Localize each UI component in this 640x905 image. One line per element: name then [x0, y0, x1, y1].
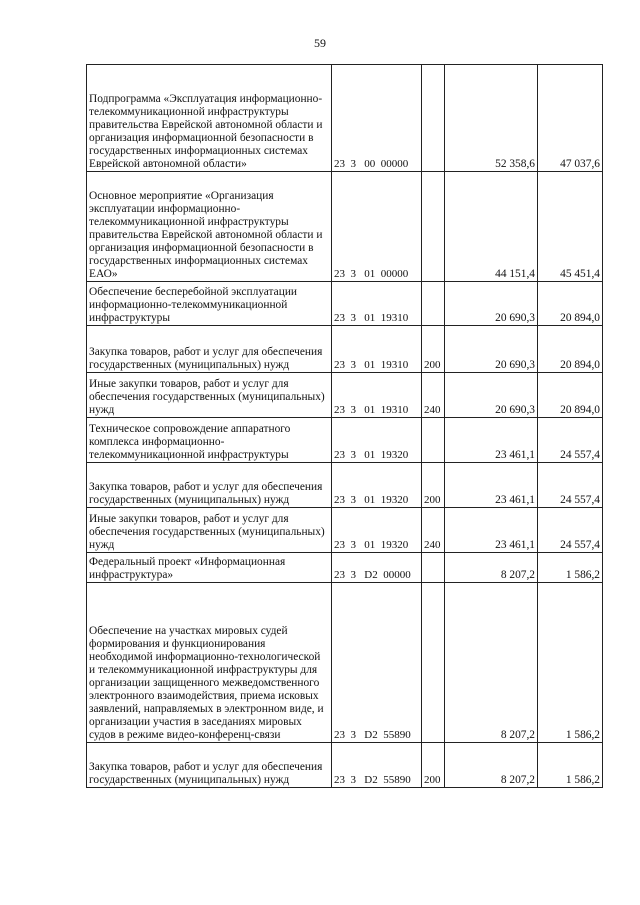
row-amount-2: 24 557,4 — [538, 508, 603, 553]
row-expense-type: 200 — [422, 463, 445, 508]
row-expense-type — [422, 282, 445, 326]
row-amount-1: 20 690,3 — [445, 282, 538, 326]
row-expense-type — [422, 65, 445, 172]
row-expense-type — [422, 418, 445, 463]
row-amount-1: 23 461,1 — [445, 418, 538, 463]
row-amount-2: 20 894,0 — [538, 326, 603, 373]
row-expense-type: 240 — [422, 508, 445, 553]
row-code: 23 3 00 00000 — [332, 65, 422, 172]
table-row — [87, 172, 603, 282]
row-expense-type: 200 — [422, 326, 445, 373]
row-name: Закупка товаров, работ и услуг для обеспечения государственных (муниципальных) нужд — [87, 743, 332, 788]
table-row — [87, 583, 603, 743]
row-name: Техническое сопровождение аппаратного комплекса информационно-телекоммуникационной инфраструктуры — [87, 418, 332, 463]
row-amount-1: 52 358,6 — [445, 65, 538, 172]
row-amount-2: 1 586,2 — [538, 553, 603, 583]
table-row — [87, 508, 603, 553]
row-amount-1: 20 690,3 — [445, 373, 538, 418]
row-name: Подпрограмма «Эксплуатация информационно-телекоммуникационной инфраструктуры правительства Еврейской автономной области и организация информационной безопасности в государственных информационных системах Еврейской автономной области» — [87, 65, 332, 172]
row-name: Иные закупки товаров, работ и услуг для обеспечения государственных (муниципальных) нужд — [87, 373, 332, 418]
budget-table — [86, 64, 603, 788]
table-row — [87, 282, 603, 326]
row-amount-1: 8 207,2 — [445, 553, 538, 583]
row-code: 23 3 D2 55890 — [332, 583, 422, 743]
table-row — [87, 373, 603, 418]
row-expense-type — [422, 583, 445, 743]
row-code: 23 3 01 19310 — [332, 373, 422, 418]
row-amount-1: 8 207,2 — [445, 583, 538, 743]
row-code: 23 3 01 19320 — [332, 463, 422, 508]
table-row — [87, 418, 603, 463]
row-amount-1: 44 151,4 — [445, 172, 538, 282]
row-amount-2: 45 451,4 — [538, 172, 603, 282]
row-amount-1: 8 207,2 — [445, 743, 538, 788]
table-row — [87, 65, 603, 172]
budget-table-body — [87, 65, 603, 788]
row-name: Обеспечение на участках мировых судей формирования и функционирования необходимой информационно-технологической и телекоммуникационной инфраструктуры для организации защищенного межведомственного электронного взаимодействия, приема исковых заявлений, направляемых в электронном виде, и организации участия в заседаниях мировых судов в режиме видео-конференц-связи — [87, 583, 332, 743]
row-expense-type — [422, 172, 445, 282]
row-name: Основное мероприятие «Организация эксплуатации информационно-телекоммуникационной инфраструктуры правительства Еврейской автономной области и организация информационной безопасности в государственных информационных системах ЕАО» — [87, 172, 332, 282]
row-code: 23 3 01 19320 — [332, 508, 422, 553]
row-amount-1: 20 690,3 — [445, 326, 538, 373]
row-amount-2: 1 586,2 — [538, 583, 603, 743]
table-row — [87, 743, 603, 788]
table-row — [87, 463, 603, 508]
row-code: 23 3 01 19310 — [332, 326, 422, 373]
row-amount-2: 20 894,0 — [538, 373, 603, 418]
row-code: 23 3 01 19320 — [332, 418, 422, 463]
row-name: Закупка товаров, работ и услуг для обеспечения государственных (муниципальных) нужд — [87, 326, 332, 373]
row-code: 23 3 D2 00000 — [332, 553, 422, 583]
row-code: 23 3 01 19310 — [332, 282, 422, 326]
row-amount-1: 23 461,1 — [445, 508, 538, 553]
table-row — [87, 326, 603, 373]
row-expense-type: 200 — [422, 743, 445, 788]
row-code: 23 3 01 00000 — [332, 172, 422, 282]
row-amount-2: 24 557,4 — [538, 463, 603, 508]
row-name: Иные закупки товаров, работ и услуг для обеспечения государственных (муниципальных) нужд — [87, 508, 332, 553]
row-amount-1: 23 461,1 — [445, 463, 538, 508]
row-expense-type — [422, 553, 445, 583]
row-name: Обеспечение бесперебойной эксплуатации информационно-телекоммуникационной инфраструктуры — [87, 282, 332, 326]
row-amount-2: 1 586,2 — [538, 743, 603, 788]
row-name: Закупка товаров, работ и услуг для обеспечения государственных (муниципальных) нужд — [87, 463, 332, 508]
row-name: Федеральный проект «Информационная инфраструктура» — [87, 553, 332, 583]
row-amount-2: 24 557,4 — [538, 418, 603, 463]
row-expense-type: 240 — [422, 373, 445, 418]
table-row — [87, 553, 603, 583]
row-amount-2: 47 037,6 — [538, 65, 603, 172]
page-number: 59 — [314, 36, 326, 50]
row-amount-2: 20 894,0 — [538, 282, 603, 326]
row-code: 23 3 D2 55890 — [332, 743, 422, 788]
